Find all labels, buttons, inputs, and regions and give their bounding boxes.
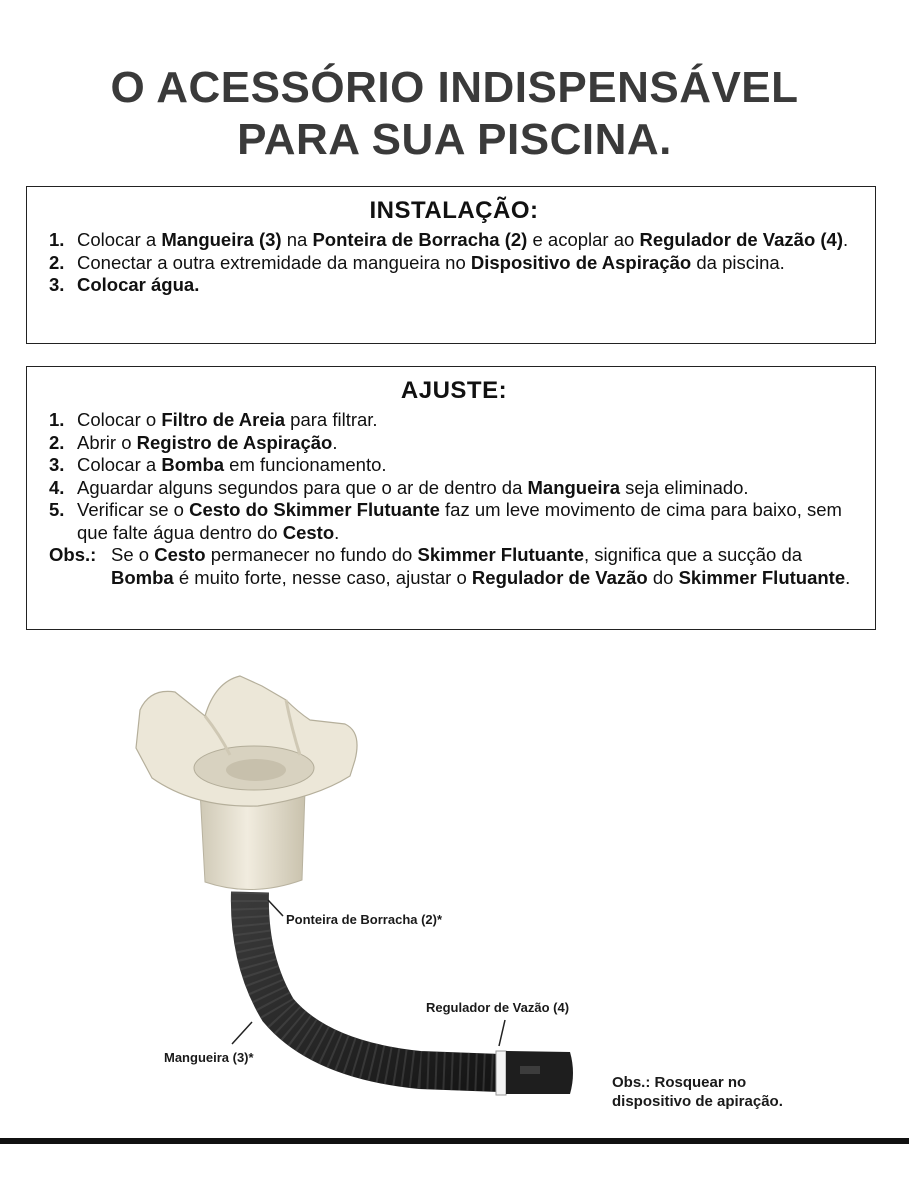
step-text [77,229,859,252]
obs-bold-term: Skimmer Flutuante [417,544,585,565]
page-title-line-2: PARA SUA PISCINA. [237,115,672,164]
step-text-part: seja eliminado. [620,476,749,498]
step-number: 5. [49,499,65,520]
step-bold-term: Colocar água. [77,274,200,295]
step-bold-term: Cesto do Skimmer Flutuante [189,499,440,520]
step-text-part: em funcionamento. [224,454,387,475]
obs-text-part: . [845,566,851,588]
obs-text-part: é muito forte, nesse caso, ajustar o [173,566,472,588]
step-item [49,409,859,432]
adjustment-heading: AJUSTE: [400,377,508,404]
step-text [77,454,859,477]
step-number: 1. [49,229,65,250]
step-item [49,499,859,544]
step-bold-term: Dispositivo de Aspiração [470,251,692,273]
page-title-line-1: O ACESSÓRIO INDISPENSÁVEL [110,63,799,112]
obs-item [49,544,859,589]
obs-bold-term: Regulador de Vazão [471,566,648,588]
obs-text [111,544,859,589]
obs-note-line-2: dispositivo de apiração. [612,1093,783,1110]
step-text [77,409,859,432]
step-item [49,454,859,477]
step-text-part: Aguardar alguns segundos para que o ar de dentro da [77,476,528,498]
step-bold-term: Regulador de Vazão (4) [639,229,843,250]
step-number: 3. [49,274,65,295]
obs-note-line-1: Obs.: Rosquear no [612,1074,747,1091]
obs-bold-term: Skimmer Flutuante [678,566,846,588]
flow-regulator [496,1051,573,1095]
step-item [49,274,859,297]
illustration-obs-note [612,1073,783,1111]
step-text [77,499,859,544]
obs-bold-term: Cesto [154,544,206,565]
step-text-part: Verificar se o [77,499,190,520]
step-text-part: . [332,431,338,453]
step-item [49,252,859,275]
step-text [77,432,859,455]
installation-heading: INSTALAÇÃO: [369,197,539,224]
obs-text-part: permanecer no fundo do [205,544,418,565]
step-text-part: Conectar a outra extremidade da mangueira no [77,251,471,273]
label-mangueira: Mangueira (3)* [164,1050,254,1065]
skimmer-basket [136,676,357,890]
step-text-part: faz um leve movimento de cima para baixo, sem que falte água dentro do [77,499,842,543]
step-text-part: . [843,229,849,250]
step-text-part: Colocar a [77,454,162,475]
obs-bold-term: Bomba [111,566,174,588]
obs-text-part: , significa que a sucção da [584,544,803,565]
step-bold-term: Registro de Aspiração [136,431,333,453]
step-number: 1. [49,409,65,430]
obs-text-part: Se o [111,544,155,565]
step-bold-term: Bomba [161,454,225,475]
step-number: 2. [49,251,65,273]
skimmer-illustration [0,660,909,1140]
step-text-part: Colocar o [77,409,162,430]
step-text [77,477,859,500]
label-regulador: Regulador de Vazão (4) [426,1000,570,1015]
step-bold-term: Mangueira [527,476,621,498]
step-bold-term: Cesto [282,521,335,543]
obs-text-part: do [647,566,679,588]
bottom-rule [0,1138,909,1144]
step-bold-term: Mangueira (3) [161,229,282,250]
label-ponteira: Ponteira de Borracha (2)* [286,912,443,927]
step-number: 3. [49,454,65,475]
step-text-part: na [281,229,313,250]
step-bold-term: Ponteira de Borracha (2) [312,229,528,250]
step-text-part: da piscina. [691,251,785,273]
step-text-part: e acoplar ao [527,229,640,250]
step-number: 2. [49,431,65,453]
step-text-part: para filtrar. [285,409,378,430]
adjustment-steps [49,409,859,589]
step-number: 4. [49,476,65,498]
step-text-part: Abrir o [77,431,137,453]
obs-label: Obs.: [49,544,97,565]
step-text [77,274,859,297]
step-item [49,432,859,455]
installation-box [26,186,876,344]
step-item [49,229,859,252]
adjustment-box [26,366,876,630]
step-text-part: Colocar a [77,229,162,250]
installation-steps [49,229,859,297]
step-item [49,477,859,500]
step-bold-term: Filtro de Areia [161,409,286,430]
step-text [77,252,859,275]
step-text-part: . [334,521,340,543]
